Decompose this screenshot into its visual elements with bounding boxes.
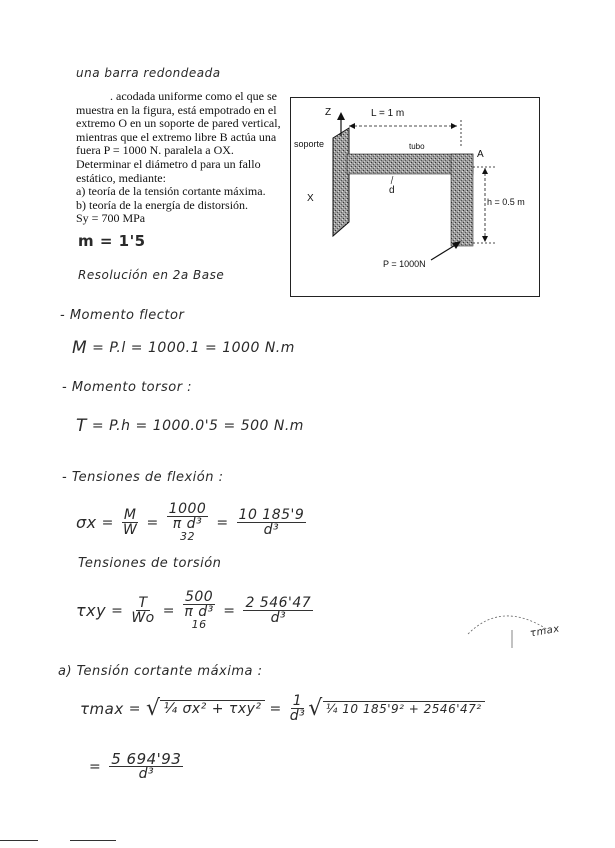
eq-term: 1000 N.m <box>222 340 295 356</box>
fraction: $\frac{2 546'47}{\text{d³}}$ <box>245 595 312 626</box>
sketch-arc <box>468 616 548 634</box>
z-axis-label: Z <box>325 107 332 118</box>
eq-term: 500 N.m <box>240 418 304 434</box>
fraction: $\frac{M}{W}$ <box>122 507 138 538</box>
eq-lhs: σx <box>76 513 97 532</box>
h-arrow-bottom <box>482 236 488 242</box>
eq-lhs: τmax <box>80 699 124 718</box>
wall-support <box>333 128 349 236</box>
force-label: P = 1000N <box>383 259 426 269</box>
support-label: soporte <box>294 139 325 149</box>
eq-term: = <box>135 418 148 434</box>
problem-line: estático, mediante: <box>76 170 166 185</box>
flector-title: - Momento flector <box>60 308 185 323</box>
length-arrow-left <box>349 123 355 129</box>
fraction: 1000 π d³ 32 <box>168 501 207 543</box>
force-arrow <box>431 244 457 260</box>
solution-header: Resolución en 2a Base <box>78 268 225 282</box>
sqrt-symbol: √ <box>145 696 161 721</box>
sigma-x-equation: σx = $\frac{M}{W}$ = 1000 π d³ 32 = $\frac{10 185'9}{\text{d³}}$ <box>76 501 305 543</box>
problem-line: fuera P = 1000 N. paralela a OX. <box>76 143 234 158</box>
problem-line: Sy = 700 MPa <box>76 211 146 226</box>
eq-lhs: τxy <box>76 601 107 620</box>
torsor-title: - Momento torsor : <box>62 380 193 395</box>
problem-heading: una barra redondeada <box>76 66 221 80</box>
vertical-tube <box>451 154 473 246</box>
scan-mark <box>0 840 38 841</box>
diameter-label: d <box>389 185 395 196</box>
length-arrow-right <box>451 123 457 129</box>
x-axis-label: X <box>307 193 314 204</box>
eq-term: P.h <box>109 418 131 434</box>
problem-figure <box>290 97 540 297</box>
tau-max-equation: τmax = √ ¼ σx² + τxy² = $\frac{1}{\text{d³}}$ √ ¼ 10 185'9² + 2546'47² <box>80 694 485 723</box>
result-equation: = $\frac{5 694'93}{\text{d³}}$ <box>89 750 182 782</box>
eq-term: = <box>223 418 236 434</box>
side-sketch <box>462 590 562 650</box>
radicand: ¼ σx² + τxy² <box>160 700 264 717</box>
d-leader <box>391 176 393 184</box>
problem-line: extremo O en un soporte de pared vertical, <box>76 116 281 131</box>
radicand: ¼ 10 185'9² + 2546'47² <box>323 701 485 716</box>
h-label: h = 0.5 m <box>487 197 525 207</box>
problem-line: muestra en la figura, está empotrado en el <box>76 102 277 117</box>
torsion-title: Tensiones de torsión <box>78 556 222 571</box>
flector-equation <box>72 338 295 358</box>
z-axis-arrow <box>337 112 345 120</box>
side-note: τmax <box>529 623 561 640</box>
fraction: 500 π d³ 16 <box>184 589 214 631</box>
flexion-title: - Tensiones de flexión : <box>62 470 224 485</box>
fraction: $\frac{10 185'9}{\text{d³}}$ <box>238 507 305 538</box>
problem-statement <box>76 90 288 226</box>
torsor-equation <box>76 416 304 436</box>
eq-term: P.l <box>109 340 126 356</box>
scan-mark <box>70 840 116 841</box>
eq-term: = <box>92 340 105 356</box>
safety-factor: m = 1'5 <box>78 232 146 250</box>
length-label: L = 1 m <box>371 108 405 119</box>
result-fraction: $\frac{5 694'93}{\text{d³}}$ <box>111 750 182 782</box>
problem-line: mientras que el extremo libre B actúa una <box>76 129 277 144</box>
tmax-title: a) Tensión cortante máxima : <box>58 664 263 679</box>
problem-line: b) teoría de la energía de distorsión. <box>76 197 249 212</box>
problem-line: Determinar el diámetro d para un fallo <box>76 156 261 171</box>
eq-term: = <box>91 418 105 434</box>
eq-term: = <box>205 340 218 356</box>
eq-term: 1000.0'5 <box>152 418 219 434</box>
tube-label: tubo <box>409 142 425 151</box>
eq-term: M <box>72 338 88 358</box>
eq-term: T <box>76 416 87 436</box>
tau-xy-equation: τxy = $\frac{T}{Wo}$ = 500 π d³ 16 = $\frac{2 546'47}{\text{d³}}$ <box>76 589 312 631</box>
fraction: $\frac{1}{\text{d³}}$ <box>289 693 306 724</box>
fraction: $\frac{T}{Wo}$ <box>131 595 155 626</box>
eq-term: 1000.1 <box>148 340 200 356</box>
problem-line: . acodada uniforme como el que se <box>110 89 277 103</box>
sqrt-symbol: √ <box>308 696 323 721</box>
eq-term: = <box>130 340 143 356</box>
h-arrow-top <box>482 168 488 174</box>
problem-line: a) teoría de la tensión cortante máxima. <box>76 184 266 199</box>
point-a-label: A <box>477 149 484 160</box>
